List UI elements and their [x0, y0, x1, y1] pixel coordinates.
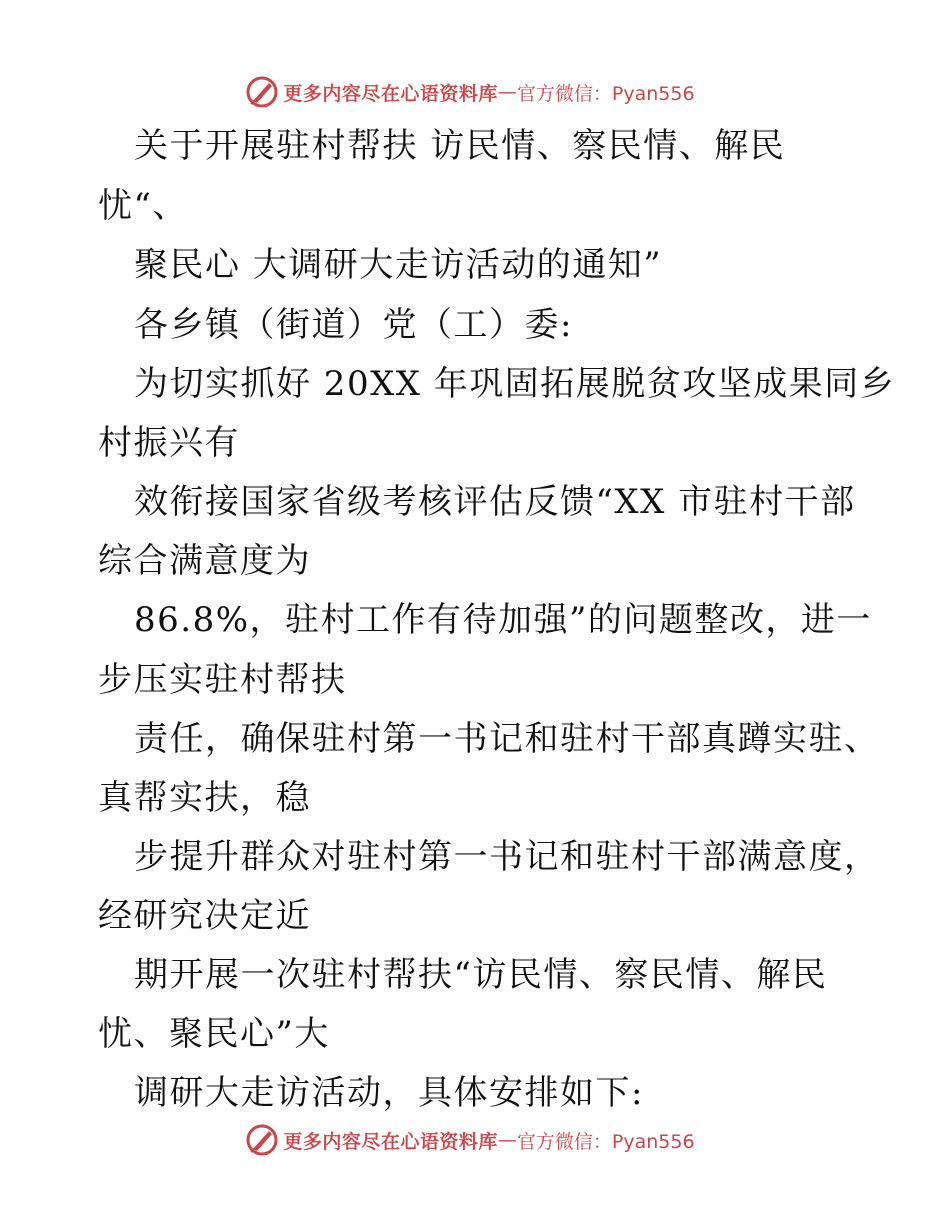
watermark-text: 更多内容尽在心语资料库 — [283, 1130, 498, 1153]
header-watermark — [0, 72, 950, 112]
paragraph-line: 86.8%，驻村工作有待加强”的问题整改，进一 — [134, 600, 872, 640]
title-line-1: 关于开展驻村帮扶 访民情、察民情、解民 — [134, 126, 786, 166]
paragraph-line: 忧、聚民心”大 — [98, 1014, 330, 1054]
paragraph-line: 调研大走访活动，具体安排如下: — [134, 1073, 644, 1113]
watermark-wechat: 官方微信：Pyan556 — [516, 82, 695, 105]
paragraph-line: 责任，确保驻村第一书记和驻村干部真蹲实驻、 — [134, 719, 880, 759]
paragraph-line: 步提升群众对驻村第一书记和驻村干部满意度， — [134, 837, 880, 877]
quill-logo-icon — [245, 1123, 279, 1157]
paragraph-line: 村振兴有 — [98, 423, 240, 463]
footer-watermark — [0, 1120, 950, 1160]
title-line-3: 聚民心 大调研大走访活动的通知” — [134, 245, 663, 285]
watermark-dash: — — [497, 81, 517, 103]
paragraph-line: 经研究决定近 — [98, 896, 311, 936]
paragraph-line: 综合满意度为 — [98, 541, 311, 581]
watermark-wechat: 官方微信：Pyan556 — [516, 1130, 695, 1153]
watermark-text: 更多内容尽在心语资料库 — [283, 82, 498, 105]
paragraph-line: 效衔接国家省级考核评估反馈“XX 市驻村干部 — [134, 482, 856, 522]
quill-logo-icon — [245, 75, 279, 109]
paragraph-line: 为切实抓好 20XX 年巩固拓展脱贫攻坚成果同乡 — [134, 364, 896, 404]
paragraph-line: 期开展一次驻村帮扶“访民情、察民情、解民 — [134, 955, 828, 995]
paragraph-line: 步压实驻村帮扶 — [98, 660, 347, 700]
salutation: 各乡镇（街道）党（工）委: — [134, 305, 573, 345]
title-line-2: 忧“、 — [98, 186, 188, 226]
paragraph-line: 真帮实扶，稳 — [98, 778, 311, 818]
watermark-dash: — — [497, 1129, 517, 1151]
